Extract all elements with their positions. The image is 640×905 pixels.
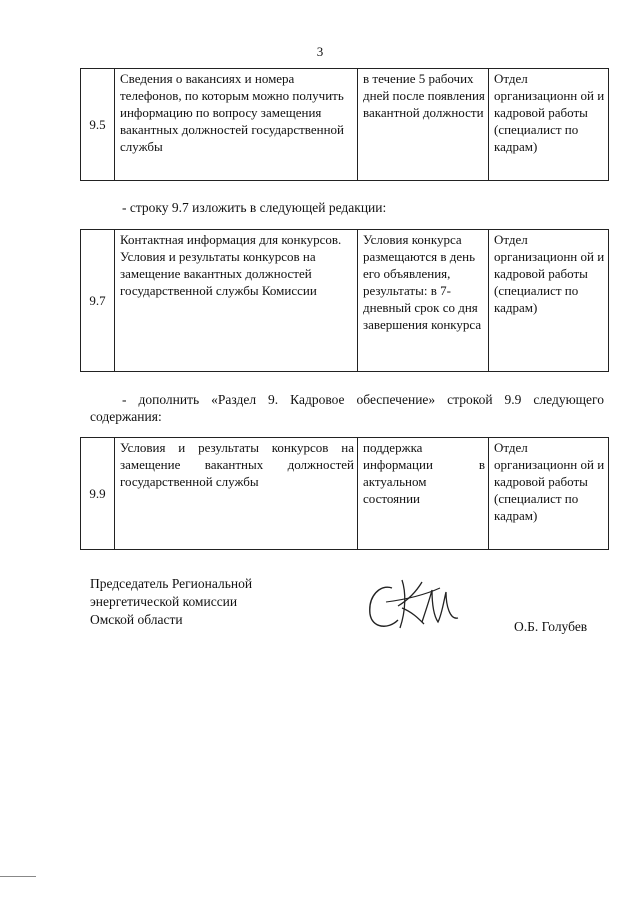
row-responsible: Отдел организационн ой и кадровой работы (специалист по кадрам): [489, 230, 609, 372]
row-deadline: Условия конкурса размещаются в день его объявления, результаты: в 7-дневный срок со дня завершения конкурса: [358, 230, 489, 372]
signatory-title-line-2: энергетической комиссии: [90, 594, 238, 609]
row-description: Условия и результаты конкурсов на замещение вакантных должностей государственной службы: [115, 438, 358, 550]
instruction-row-9-9: [90, 391, 604, 425]
row-deadline: поддержка информации в актуальном состоянии: [358, 438, 489, 550]
handwritten-signature: [362, 570, 472, 640]
row-description-line-2: Условия и результаты конкурсов на замещение вакантных должностей государственной службы Комиссии: [120, 249, 317, 298]
signatory-title-line-3: Омской области: [90, 612, 183, 627]
row-number: 9.7: [81, 230, 115, 372]
signatory-title: [90, 575, 252, 629]
page-number: 3: [316, 44, 324, 59]
table-row-9-7: [80, 229, 609, 372]
row-number: 9.5: [81, 69, 115, 181]
instruction-row-9-7: - строку 9.7 изложить в следующей редакции:: [122, 200, 387, 215]
row-responsible: Отдел организационн ой и кадровой работы (специалист по кадрам): [489, 438, 609, 550]
signatory-title-line-1: Председатель Региональной: [90, 576, 253, 591]
row-description: [115, 230, 358, 372]
row-number: 9.9: [81, 438, 115, 550]
instruction-text: - дополнить «Раздел 9. Кадровое обеспечение» строкой 9.9 следующего содержания:: [90, 392, 604, 424]
row-deadline: в течение 5 рабочих дней после появления вакантной должности: [358, 69, 489, 181]
table-row-9-9: [80, 437, 609, 550]
row-description: Сведения о вакансиях и номера телефонов, по которым можно получить информацию по вопросу замещения вакантных должностей государственной службы: [115, 69, 358, 181]
table-row-9-5: [80, 68, 609, 181]
signatory-name: О.Б. Голубев: [514, 619, 588, 634]
page-edge-mark: [0, 876, 36, 877]
row-responsible: Отдел организационн ой и кадровой работы (специалист по кадрам): [489, 69, 609, 181]
row-description-line-1: Контактная информация для конкурсов.: [120, 232, 342, 247]
